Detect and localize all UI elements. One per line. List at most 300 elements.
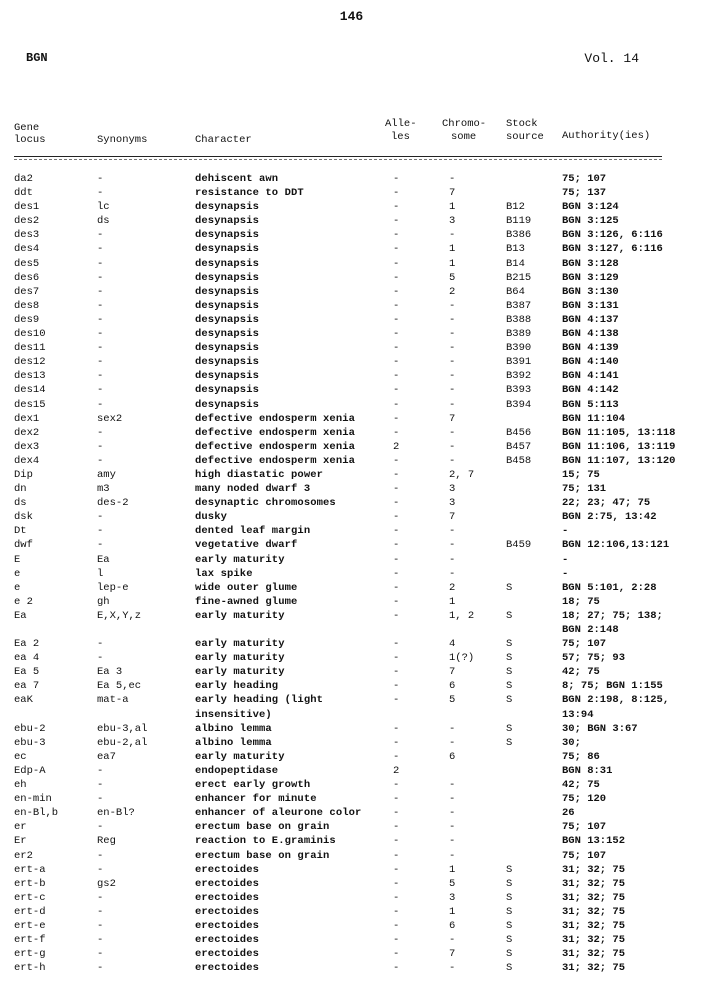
table-row [14, 538, 703, 552]
authority-cell: BGN 11:106, 13:119 [562, 440, 676, 453]
alleles-cell: - [393, 877, 400, 890]
character-cell: erectum base on grain [195, 821, 330, 834]
synonyms-cell: - [97, 905, 104, 918]
character-cell: desynapsis [195, 215, 260, 228]
authority-cell: 15; 75 [562, 468, 600, 481]
table-row [14, 863, 703, 877]
authority-cell: BGN 3:129 [562, 271, 619, 284]
chromosome-cell: 5 [449, 877, 456, 890]
synonyms-cell: l [97, 567, 104, 580]
alleles-cell: - [393, 187, 400, 200]
alleles-cell: - [393, 595, 400, 608]
alleles-cell: - [393, 342, 400, 355]
alleles-cell: - [393, 609, 400, 622]
authority-cell: 75; 107 [562, 638, 607, 651]
stock-source-cell: S [506, 863, 513, 876]
stock-source-cell: S [506, 962, 513, 975]
character-cell: enhancer of aleurone color [195, 807, 362, 820]
table-row [14, 961, 703, 975]
stock-source-cell: S [506, 934, 513, 947]
authority-cell: 42; 75 [562, 779, 600, 792]
authority-cell: BGN 2:198, 8:125, [562, 694, 670, 707]
gene-locus-cell: en-min [14, 793, 52, 806]
table-row [14, 764, 703, 778]
stock-source-cell: B215 [506, 271, 532, 284]
gene-locus-cell: des4 [14, 243, 40, 256]
stock-source-cell: S [506, 948, 513, 961]
chromosome-cell [449, 623, 506, 637]
stock-source-cell: B387 [506, 299, 532, 312]
chromosome-cell: 7 [449, 948, 456, 961]
character-cell: albino lemma [195, 736, 272, 749]
chromosome-cell: - [449, 313, 456, 326]
character-cell [195, 623, 393, 637]
synonyms-cell: lep-e [97, 581, 129, 594]
gene-locus-cell: dex1 [14, 412, 40, 425]
synonyms-cell: - [97, 638, 104, 651]
gene-locus-cell: e [14, 567, 21, 580]
alleles-cell: - [393, 370, 400, 383]
table-row [14, 172, 703, 186]
synonyms-cell: - [97, 821, 104, 834]
authority-cell: BGN 3:127, 6:116 [562, 243, 663, 256]
synonyms-cell: - [97, 342, 104, 355]
gene-locus-cell: des8 [14, 299, 40, 312]
stock-source-cell: B388 [506, 313, 532, 326]
chromosome-cell: - [449, 398, 456, 411]
chromosome-cell: - [449, 807, 456, 820]
chromosome-cell: 6 [449, 919, 456, 932]
synonyms-cell: - [97, 652, 104, 665]
chromosome-cell: 1(?) [449, 652, 475, 665]
gene-locus-cell: ebu-3 [14, 736, 46, 749]
stock-source-cell: S [506, 905, 513, 918]
table-row [14, 327, 703, 341]
synonyms-cell: - [97, 285, 104, 298]
chromosome-cell: - [449, 539, 456, 552]
alleles-cell: - [393, 934, 400, 947]
chromosome-cell: - [449, 934, 456, 947]
gene-locus-cell: ert-g [14, 948, 46, 961]
synonyms-cell: lc [97, 201, 110, 214]
synonyms-cell: - [97, 779, 104, 792]
gene-locus-cell: eh [14, 779, 27, 792]
stock-source-cell: B64 [506, 285, 525, 298]
chromosome-cell [449, 708, 506, 722]
alleles-cell: - [393, 539, 400, 552]
alleles-cell: - [393, 666, 400, 679]
gene-locus-cell: eaK [14, 694, 33, 707]
gene-locus-cell: ert-e [14, 919, 46, 932]
stock-source-cell: B392 [506, 370, 532, 383]
authority-cell: BGN 4:141 [562, 370, 619, 383]
stock-source-cell: B457 [506, 440, 532, 453]
alleles-cell: - [393, 285, 400, 298]
character-cell: endopeptidase [195, 764, 279, 777]
alleles-cell: - [393, 356, 400, 369]
chromosome-cell: - [449, 299, 456, 312]
gene-locus-cell [14, 623, 97, 637]
chromosome-cell: 3 [449, 483, 456, 496]
alleles-cell: - [393, 173, 400, 185]
table-row [14, 806, 703, 820]
authority-cell: 31; 32; 75 [562, 877, 626, 890]
chromosome-cell: - [449, 426, 456, 439]
chromosome-cell: 1, 2 [449, 609, 475, 622]
synonyms-cell: Ea 3 [97, 666, 123, 679]
gene-locus-cell: ert-h [14, 962, 46, 975]
table-row [14, 933, 703, 947]
synonyms-cell: - [97, 440, 104, 453]
stock-source-cell [506, 186, 562, 200]
chromosome-cell: 1 [449, 201, 456, 214]
alleles-cell: - [393, 454, 400, 467]
stock-source-cell [506, 510, 562, 524]
chromosome-cell: - [449, 835, 456, 848]
alleles-cell: - [393, 201, 400, 214]
gene-locus-cell: dn [14, 483, 27, 496]
stock-source-cell: S [506, 680, 513, 693]
gene-locus-cell: ea 7 [14, 680, 40, 693]
gene-locus-cell: des13 [14, 370, 46, 383]
col-gene-label-1: Gene [14, 122, 40, 134]
character-cell: erectoides [195, 934, 260, 947]
gene-locus-cell: er [14, 821, 27, 834]
character-cell: erectoides [195, 877, 260, 890]
gene-locus-cell: er2 [14, 849, 33, 862]
alleles-cell [393, 708, 449, 722]
alleles-cell: - [393, 525, 400, 538]
stock-source-cell [506, 820, 562, 834]
chromosome-cell: - [449, 525, 456, 538]
authority-cell: BGN 3:124 [562, 201, 619, 214]
chromosome-cell: 5 [449, 271, 456, 284]
authority-cell: BGN 12:106,13:121 [562, 539, 670, 552]
character-cell: early maturity [195, 652, 285, 665]
chromosome-cell: 1 [449, 595, 456, 608]
synonyms-cell: ds [97, 215, 110, 228]
synonyms-cell: - [97, 299, 104, 312]
alleles-cell: - [393, 581, 400, 594]
alleles-cell: - [393, 835, 400, 848]
authority-cell: BGN 4:138 [562, 328, 619, 341]
alleles-cell: - [393, 313, 400, 326]
gene-locus-cell: ec [14, 750, 27, 763]
character-cell: desynapsis [195, 299, 260, 312]
chromosome-cell: 2, 7 [449, 468, 475, 481]
stock-source-cell: S [506, 581, 513, 594]
gene-locus-cell: des1 [14, 201, 40, 214]
alleles-cell: - [393, 215, 400, 228]
gene-table [14, 172, 703, 975]
synonyms-cell: - [97, 525, 104, 538]
table-row [14, 693, 703, 707]
character-cell: desynapsis [195, 271, 260, 284]
authority-cell: BGN 11:107, 13:120 [562, 454, 676, 467]
character-cell: dented leaf margin [195, 525, 311, 538]
table-row [14, 736, 703, 750]
character-cell: reaction to E.graminis [195, 835, 336, 848]
gene-locus-cell: des7 [14, 285, 40, 298]
authority-cell: BGN 13:152 [562, 835, 626, 848]
col-chromosome-label-2: some [451, 131, 477, 143]
authority-cell: BGN 11:105, 13:118 [562, 426, 676, 439]
alleles-cell: - [393, 257, 400, 270]
synonyms-cell: Ea [97, 553, 110, 566]
chromosome-cell: - [449, 229, 456, 242]
gene-locus-cell: des3 [14, 229, 40, 242]
alleles-cell: - [393, 426, 400, 439]
stock-source-cell [506, 792, 562, 806]
character-cell: defective endosperm xenia [195, 412, 356, 425]
character-cell: wide outer glume [195, 581, 298, 594]
character-cell: desynapsis [195, 313, 260, 326]
character-cell: erectum base on grain [195, 849, 330, 862]
table-row [14, 510, 703, 524]
alleles-cell: - [393, 511, 400, 524]
alleles-cell: - [393, 750, 400, 763]
chromosome-cell: - [449, 849, 456, 862]
authority-cell: - [562, 553, 569, 566]
alleles-cell: - [393, 271, 400, 284]
gene-locus-cell: e [14, 581, 21, 594]
character-cell: erectoides [195, 962, 260, 975]
table-row [14, 553, 703, 567]
synonyms-cell: - [97, 426, 104, 439]
authority-cell: BGN 2:75, 13:42 [562, 511, 657, 524]
synonyms-cell: - [97, 863, 104, 876]
synonyms-cell: - [97, 243, 104, 256]
gene-locus-cell: des14 [14, 384, 46, 397]
stock-source-cell [506, 496, 562, 510]
authority-cell: 75; 107 [562, 821, 607, 834]
synonyms-cell: des-2 [97, 497, 129, 510]
authority-cell: 75; 120 [562, 793, 607, 806]
character-cell: early maturity [195, 750, 285, 763]
table-row [14, 792, 703, 806]
table-row [14, 271, 703, 285]
table-row [14, 496, 703, 510]
gene-locus-cell: ds [14, 497, 27, 510]
authority-cell: BGN 3:130 [562, 285, 619, 298]
alleles-cell: - [393, 722, 400, 735]
authority-cell: BGN 4:140 [562, 356, 619, 369]
chromosome-cell: - [449, 384, 456, 397]
character-cell: desynapsis [195, 384, 260, 397]
alleles-cell: - [393, 863, 400, 876]
chromosome-cell: - [449, 962, 456, 975]
alleles-cell: - [393, 567, 400, 580]
chromosome-cell: - [449, 779, 456, 792]
gene-locus-cell: Dt [14, 525, 27, 538]
table-row [14, 722, 703, 736]
authority-cell: BGN 11:104 [562, 412, 626, 425]
synonyms-cell: E,X,Y,z [97, 609, 142, 622]
table-row [14, 242, 703, 256]
authority-cell: 31; 32; 75 [562, 962, 626, 975]
stock-source-cell: S [506, 638, 513, 651]
chromosome-cell: - [449, 173, 456, 185]
table-row [14, 200, 703, 214]
synonyms-cell [97, 623, 195, 637]
alleles-cell: - [393, 962, 400, 975]
synonyms-cell: amy [97, 468, 116, 481]
alleles-cell: - [393, 891, 400, 904]
character-cell: insensitive) [195, 708, 272, 721]
synonyms-cell: - [97, 257, 104, 270]
chromosome-cell: 1 [449, 257, 456, 270]
stock-source-cell: S [506, 722, 513, 735]
stock-source-cell: B386 [506, 229, 532, 242]
synonyms-cell: m3 [97, 483, 110, 496]
chromosome-cell: - [449, 722, 456, 735]
stock-source-cell: B459 [506, 539, 532, 552]
stock-source-cell: B119 [506, 215, 532, 228]
stock-source-cell [506, 764, 562, 778]
stock-source-cell: B14 [506, 257, 525, 270]
gene-locus-cell: Ea 5 [14, 666, 40, 679]
authority-cell: 31; 32; 75 [562, 863, 626, 876]
character-cell: resistance to DDT [195, 187, 304, 200]
col-chromosome-label-1: Chromo- [442, 118, 487, 130]
chromosome-cell: - [449, 454, 456, 467]
table-row [14, 426, 703, 440]
character-cell: lax spike [195, 567, 253, 580]
table-row [14, 341, 703, 355]
alleles-cell: - [393, 779, 400, 792]
authority-cell: BGN 4:139 [562, 342, 619, 355]
chromosome-cell: - [449, 567, 456, 580]
alleles-cell [393, 623, 449, 637]
table-row [14, 665, 703, 679]
table-row [14, 820, 703, 834]
stock-source-cell: S [506, 609, 513, 622]
stock-source-cell [506, 172, 562, 186]
stock-source-cell: B458 [506, 454, 532, 467]
chromosome-cell: 3 [449, 497, 456, 510]
table-row [14, 834, 703, 848]
synonyms-cell: - [97, 511, 104, 524]
authority-cell: - [562, 567, 569, 580]
synonyms-cell: - [97, 271, 104, 284]
gene-locus-cell: des9 [14, 313, 40, 326]
authority-cell: 30; [562, 736, 581, 749]
alleles-cell: - [393, 483, 400, 496]
authority-cell: BGN 4:137 [562, 313, 619, 326]
alleles-cell: 2 [393, 440, 400, 453]
table-row [14, 369, 703, 383]
table-row [14, 651, 703, 665]
stock-source-cell [506, 412, 562, 426]
synonyms-cell: - [97, 356, 104, 369]
table-row [14, 609, 703, 623]
authority-cell: BGN 4:142 [562, 384, 619, 397]
chromosome-cell: 7 [449, 187, 456, 200]
character-cell: erectoides [195, 905, 260, 918]
gene-locus-cell: dex2 [14, 426, 40, 439]
table-row [14, 214, 703, 228]
character-cell: vegetative dwarf [195, 539, 298, 552]
synonyms-cell: - [97, 370, 104, 383]
character-cell: desynapsis [195, 398, 260, 411]
table-row [14, 355, 703, 369]
gene-locus-cell: des5 [14, 257, 40, 270]
table-row [14, 228, 703, 242]
character-cell: desynapsis [195, 356, 260, 369]
chromosome-cell: 7 [449, 511, 456, 524]
alleles-cell: - [393, 328, 400, 341]
stock-source-cell [506, 708, 562, 722]
authority-cell: 75; 107 [562, 173, 607, 185]
synonyms-cell: - [97, 398, 104, 411]
volume-label: Vol. 14 [584, 51, 639, 66]
character-cell: early maturity [195, 553, 285, 566]
table-row [14, 905, 703, 919]
authority-cell: 31; 32; 75 [562, 919, 626, 932]
gene-locus-cell: des6 [14, 271, 40, 284]
stock-source-cell [506, 482, 562, 496]
synonyms-cell: mat-a [97, 694, 129, 707]
stock-source-cell: S [506, 877, 513, 890]
synonyms-cell: ebu-3,al [97, 722, 148, 735]
synonyms-cell: - [97, 454, 104, 467]
gene-locus-cell: Ea 2 [14, 638, 40, 651]
authority-cell: 57; 75; 93 [562, 652, 626, 665]
alleles-cell: - [393, 243, 400, 256]
alleles-cell: - [393, 638, 400, 651]
authority-cell: 31; 32; 75 [562, 948, 626, 961]
character-cell: defective endosperm xenia [195, 426, 356, 439]
table-row [14, 581, 703, 595]
character-cell: erect early growth [195, 779, 311, 792]
chromosome-cell: 6 [449, 750, 456, 763]
authority-cell: 8; 75; BGN 1:155 [562, 680, 663, 693]
stock-source-cell: B12 [506, 201, 525, 214]
authority-cell: 31; 32; 75 [562, 934, 626, 947]
character-cell: desynapsis [195, 243, 260, 256]
header-rule-secondary [14, 159, 662, 160]
table-row [14, 919, 703, 933]
header-rule [14, 156, 662, 157]
stock-source-cell [506, 834, 562, 848]
table-row [14, 750, 703, 764]
chromosome-cell: 2 [449, 581, 456, 594]
authority-cell: 26 [562, 807, 575, 820]
character-cell: albino lemma [195, 722, 272, 735]
synonyms-cell: gh [97, 595, 110, 608]
alleles-cell: - [393, 807, 400, 820]
character-cell: desynapsis [195, 257, 260, 270]
table-row [14, 299, 703, 313]
table-row [14, 412, 703, 426]
chromosome-cell: - [449, 440, 456, 453]
alleles-cell: - [393, 821, 400, 834]
col-alleles-label-2: les [391, 131, 410, 143]
gene-locus-cell: dex3 [14, 440, 40, 453]
stock-source-cell: B391 [506, 356, 532, 369]
alleles-cell: - [393, 229, 400, 242]
gene-locus-cell: des10 [14, 328, 46, 341]
col-authority-label: Authority(ies) [562, 130, 651, 142]
gene-locus-cell: ert-a [14, 863, 46, 876]
chromosome-cell: - [449, 328, 456, 341]
character-cell: many noded dwarf 3 [195, 483, 311, 496]
table-row [14, 679, 703, 693]
character-cell: defective endosperm xenia [195, 454, 356, 467]
character-cell: desynapsis [195, 229, 260, 242]
chromosome-cell: - [449, 370, 456, 383]
alleles-cell: 2 [393, 764, 400, 777]
